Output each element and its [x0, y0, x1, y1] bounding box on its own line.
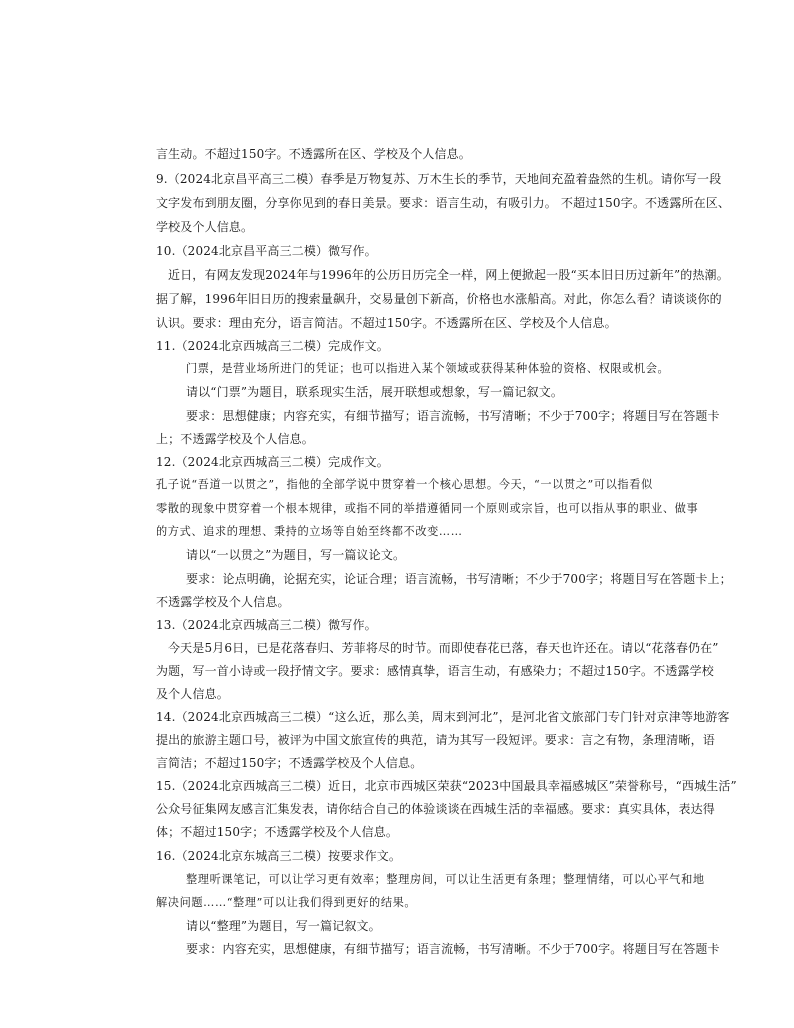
text-line: 为题，写一首小诗或一段抒情文字。要求：感情真挚，语言生动，有感染力；不超过150字。不透露学校: [156, 664, 714, 678]
question-14-heading: 14.（2024北京西城高三二模）“这么近，那么美，周末到河北”，是河北省文旅部门专门针对京津等地游客: [156, 710, 730, 724]
prompt-material: 门票，是营业场所进门的凭证；也可以指进入某个领域或获得某种体验的资格、权限或机会。: [186, 362, 670, 375]
text-line: 请以“门票”为题目，联系现实生活，展开联想或想象，写一篇记叙文。: [186, 385, 564, 399]
question-16-heading: 16.（2024北京东城高三二模）按要求作文。: [156, 849, 402, 863]
prompt-material: 零散的现象中贯穿着一个根本规律，或指不同的举措遵循同一个原则或宗旨，也可以指从事的职业、做事: [156, 502, 699, 515]
text-line: 要求：内容充实，思想健康，有细节描写；语言流畅，书写清晰。不少于700字。将题目写在答题卡: [186, 942, 720, 956]
text-line: 据了解，1996年旧日历的搜索量飙升，交易量创下新高，价格也水涨船高。对此，你怎么看？请谈谈你的: [156, 292, 722, 306]
text-line: 认识。要求：理由充分，语言简洁。不超过150字。不透露所在区、学校及个人信息。: [156, 316, 617, 330]
text-line: 公众号征集网友感言汇集发表，请你结合自己的体验谈谈在西城生活的幸福感。要求：真实具体，表达得: [156, 802, 715, 816]
text-line: 文字发布到朋友圈，分享你见到的春日美景。要求：语言生动，有吸引力。 不超过150字。不透露所在区、: [156, 196, 731, 210]
text-line: 请以“一以贯之”为题目，写一篇议论文。: [186, 548, 406, 562]
text-line: 要求：论点明确，论据充实，论证合理；语言流畅，书写清晰；不少于700字；将题目写在答题卡上；: [186, 572, 732, 586]
question-9-heading: 9.（2024北京昌平高三二模）春季是万物复苏、万木生长的季节，天地间充盈着盎然的生机。请你写一段: [156, 172, 722, 186]
question-10-heading: 10.（2024北京昌平高三二模）微写作。: [156, 244, 377, 258]
question-11-heading: 11.（2024北京西城高三二模）完成作文。: [156, 339, 389, 353]
text-line: 体；不超过150字；不透露学校及个人信息。: [156, 825, 399, 839]
text-line: 不透露学校及个人信息。: [156, 595, 290, 609]
prompt-material: 整理听课笔记，可以让学习更有效率；整理房间，可以让生活更有条理；整理情绪，可以心平气和地: [186, 873, 705, 886]
question-13-heading: 13.（2024北京西城高三二模）微写作。: [156, 618, 377, 632]
text-line: 请以“整理”为题目，写一篇记叙文。: [186, 919, 381, 933]
text-line: 要求：思想健康；内容充实，有细节描写；语言流畅，书写清晰；不少于700字；将题目写在答题卡: [186, 409, 720, 423]
question-12-heading: 12.（2024北京西城高三二模）完成作文。: [156, 455, 389, 469]
text-line: 近日，有网友发现2024年与1996年的公历日历完全一样，网上便掀起一股“买本旧日历过新年”的热潮。: [168, 268, 729, 282]
text-line: 提出的旅游主题口号，被评为中国文旅宣传的典范，请为其写一段短评。要求：言之有物，条理清晰，语: [156, 733, 715, 747]
text-line: 言生动。不超过150字。不透露所在区、学校及个人信息。: [156, 147, 471, 161]
text-line: 学校及个人信息。: [156, 220, 254, 234]
text-line: 上；不透露学校及个人信息。: [156, 432, 314, 446]
text-line: 及个人信息。: [156, 687, 229, 701]
prompt-material: 的方式、追求的理想、秉持的立场等自始至终都不改变……: [156, 525, 463, 538]
question-15-heading: 15.（2024北京西城高三二模）近日，北京市西城区荣获“2023中国最具幸福感城区”荣誉称号，“西城生活”: [156, 779, 737, 793]
prompt-material: 解决问题……“整理”可以让我们得到更好的结果。: [156, 896, 417, 909]
text-line: 今天是5月6日，已是花落春归、芳菲将尽的时节。而即使春花已落，春天也许还在。请以“花落春仍在”: [168, 641, 719, 655]
prompt-material: 孔子说“吾道一以贯之”，指他的全部学说中贯穿着一个核心思想。今天，“一以贯之”可以指看似: [156, 478, 653, 491]
text-line: 言简洁；不超过150字；不透露学校及个人信息。: [156, 756, 423, 770]
